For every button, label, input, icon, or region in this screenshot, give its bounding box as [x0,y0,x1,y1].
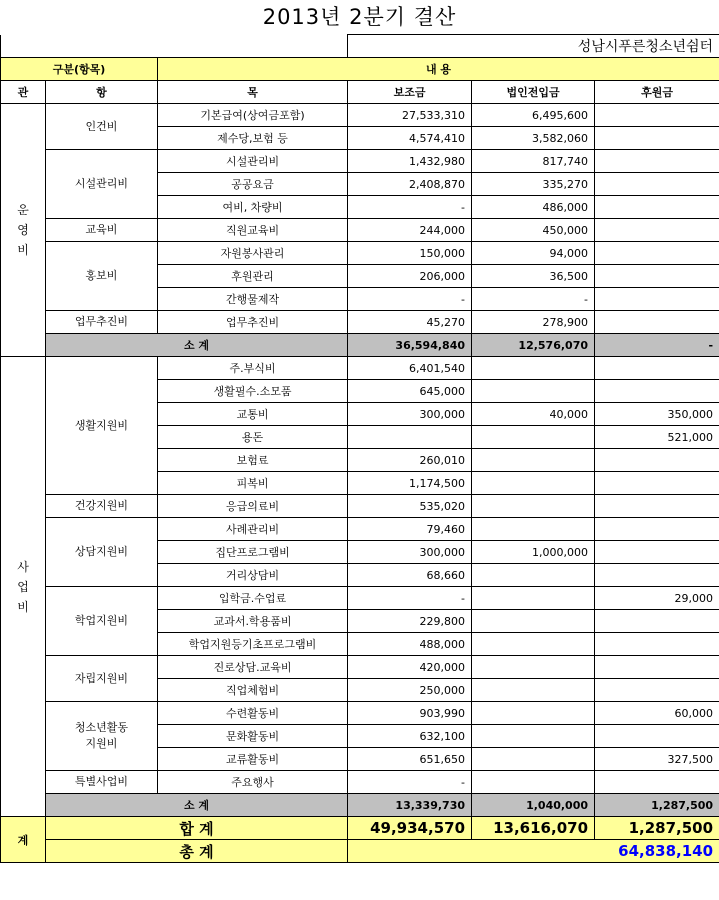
donation-cell [595,541,719,564]
mok-cell: 용돈 [158,426,348,449]
mok-cell: 주요행사 [158,771,348,794]
corporate-cell: 40,000 [472,403,595,426]
donation-cell [595,725,719,748]
subsidy-cell: 300,000 [348,403,472,426]
hang-cell: 인건비 [46,104,158,150]
corporate-cell: 817,740 [472,150,595,173]
donation-cell: 327,500 [595,748,719,771]
header-content: 내 용 [158,58,719,81]
subsidy-cell: 1,432,980 [348,150,472,173]
organization-row [1,35,719,58]
mok-cell: 기본급여(상여금포함) [158,104,348,127]
subsidy-cell: 420,000 [348,656,472,679]
mok-cell: 입학금.수업료 [158,587,348,610]
table-row [1,219,719,242]
donation-cell [595,357,719,380]
subsidy-cell: - [348,587,472,610]
subtotal-label: 소 계 [46,794,348,817]
donation-cell: 29,000 [595,587,719,610]
donation-cell: 60,000 [595,702,719,725]
mok-cell: 여비, 차량비 [158,196,348,219]
donation-cell [595,242,719,265]
header-hang: 항 [46,81,158,104]
table-row [1,656,719,679]
mok-cell: 직원교육비 [158,219,348,242]
corporate-cell [472,725,595,748]
subsidy-cell: 260,010 [348,449,472,472]
subsidy-cell: 45,270 [348,311,472,334]
mok-cell: 거리상담비 [158,564,348,587]
sum-subsidy: 49,934,570 [348,817,472,840]
subsidy-cell: 488,000 [348,633,472,656]
corporate-cell [472,771,595,794]
mok-cell: 피복비 [158,472,348,495]
settlement-table [0,34,719,863]
mok-cell: 보험료 [158,449,348,472]
donation-cell [595,495,719,518]
corporate-cell: 335,270 [472,173,595,196]
mok-cell: 직업체험비 [158,679,348,702]
corporate-cell: 486,000 [472,196,595,219]
corporate-cell [472,426,595,449]
subtotal-label: 소 계 [46,334,348,357]
corporate-cell: 278,900 [472,311,595,334]
subsidy-cell: 79,460 [348,518,472,541]
donation-cell: 350,000 [595,403,719,426]
hang-cell: 청소년활동 지원비 [46,702,158,771]
table-row [1,242,719,265]
subsidy-cell: 903,990 [348,702,472,725]
table-row [1,771,719,794]
corporate-cell [472,587,595,610]
mok-cell: 시설관리비 [158,150,348,173]
subtotal-donation: 1,287,500 [595,794,719,817]
donation-cell [595,656,719,679]
corporate-cell [472,633,595,656]
mok-cell: 제수당,보험 등 [158,127,348,150]
hang-cell: 홍보비 [46,242,158,311]
header-category: 구분(항목) [1,58,158,81]
donation-cell [595,380,719,403]
header-corporate: 법인전입금 [472,81,595,104]
sum-donation: 1,287,500 [595,817,719,840]
subsidy-cell: - [348,288,472,311]
mok-cell: 사례관리비 [158,518,348,541]
donation-cell [595,771,719,794]
header-row-2 [1,81,719,104]
corporate-cell [472,472,595,495]
subsidy-cell: 250,000 [348,679,472,702]
grand-total-label: 총 계 [46,840,348,863]
subtotal-donation: - [595,334,719,357]
subsidy-cell: 68,660 [348,564,472,587]
mok-cell: 생활필수.소모품 [158,380,348,403]
hang-cell: 자립지원비 [46,656,158,702]
mok-cell: 주.부식비 [158,357,348,380]
corporate-cell [472,518,595,541]
table-row [1,150,719,173]
hang-cell: 생활지원비 [46,357,158,495]
donation-cell [595,564,719,587]
subsidy-cell: 1,174,500 [348,472,472,495]
subtotal-corporate: 12,576,070 [472,334,595,357]
donation-cell [595,449,719,472]
subsidy-cell: 229,800 [348,610,472,633]
subtotal-row [1,794,719,817]
total-gwan: 계 [1,817,46,863]
donation-cell [595,679,719,702]
subtotal-corporate: 1,040,000 [472,794,595,817]
corporate-cell [472,495,595,518]
corporate-cell: 450,000 [472,219,595,242]
donation-cell [595,150,719,173]
corporate-cell [472,656,595,679]
organization-name: 성남시푸른청소년쉼터 [348,35,719,58]
donation-cell [595,288,719,311]
subsidy-cell [348,426,472,449]
table-row [1,311,719,334]
subsidy-cell: - [348,771,472,794]
table-row [1,518,719,541]
donation-cell [595,265,719,288]
corporate-cell [472,380,595,403]
subsidy-cell: - [348,196,472,219]
mok-cell: 수련활동비 [158,702,348,725]
mok-cell: 교류활동비 [158,748,348,771]
mok-cell: 간행물제작 [158,288,348,311]
sum-label: 합 계 [46,817,348,840]
mok-cell: 자원봉사관리 [158,242,348,265]
grand-total-row [1,840,719,863]
subsidy-cell: 535,020 [348,495,472,518]
donation-cell [595,196,719,219]
sum-corporate: 13,616,070 [472,817,595,840]
donation-cell [595,472,719,495]
corporate-cell: 6,495,600 [472,104,595,127]
gwan-label: 사 업 비 [17,559,29,614]
sum-row [1,817,719,840]
subsidy-cell: 6,401,540 [348,357,472,380]
mok-cell: 교과서.학용품비 [158,610,348,633]
gwan-label: 운 영 비 [17,203,29,257]
report-title: 2013년 2분기 결산 [262,5,457,29]
donation-cell: 521,000 [595,426,719,449]
donation-cell [595,219,719,242]
hang-cell: 상담지원비 [46,518,158,587]
table-row [1,357,719,380]
mok-cell: 집단프로그램비 [158,541,348,564]
corporate-cell [472,449,595,472]
subsidy-cell: 2,408,870 [348,173,472,196]
subtotal-subsidy: 13,339,730 [348,794,472,817]
header-subsidy: 보조금 [348,81,472,104]
mok-cell: 응급의료비 [158,495,348,518]
donation-cell [595,104,719,127]
corporate-cell [472,357,595,380]
subsidy-cell: 651,650 [348,748,472,771]
subtotal-row [1,334,719,357]
corporate-cell: 36,500 [472,265,595,288]
subtotal-subsidy: 36,594,840 [348,334,472,357]
mok-cell: 공공요금 [158,173,348,196]
corporate-cell: 3,582,060 [472,127,595,150]
hang-cell: 특별사업비 [46,771,158,794]
hang-cell: 교육비 [46,219,158,242]
subsidy-cell: 645,000 [348,380,472,403]
header-mok: 목 [158,81,348,104]
corporate-cell [472,748,595,771]
donation-cell [595,311,719,334]
donation-cell [595,127,719,150]
gwan-cell [1,357,46,817]
subsidy-cell: 4,574,410 [348,127,472,150]
table-row [1,495,719,518]
mok-cell: 업무추진비 [158,311,348,334]
corporate-cell: - [472,288,595,311]
hang-cell: 학업지원비 [46,587,158,656]
corporate-cell [472,610,595,633]
donation-cell [595,633,719,656]
mok-cell: 진로상담.교육비 [158,656,348,679]
header-donation: 후원금 [595,81,719,104]
donation-cell [595,518,719,541]
table-row [1,702,719,725]
hang-cell: 시설관리비 [46,150,158,219]
corporate-cell: 1,000,000 [472,541,595,564]
header-gwan: 관 [1,81,46,104]
hang-cell: 건강지원비 [46,495,158,518]
table-row [1,104,719,127]
corporate-cell [472,679,595,702]
subsidy-cell: 244,000 [348,219,472,242]
subsidy-cell: 150,000 [348,242,472,265]
mok-cell: 교통비 [158,403,348,426]
mok-cell: 학업지원등기초프로그램비 [158,633,348,656]
corporate-cell [472,702,595,725]
donation-cell [595,173,719,196]
corporate-cell [472,564,595,587]
mok-cell: 문화활동비 [158,725,348,748]
grand-total-value: 64,838,140 [348,840,719,863]
gwan-cell [1,104,46,357]
subsidy-cell: 632,100 [348,725,472,748]
table-row [1,587,719,610]
header-row-1 [1,58,719,81]
hang-cell: 업무추진비 [46,311,158,334]
subsidy-cell: 206,000 [348,265,472,288]
corporate-cell: 94,000 [472,242,595,265]
subsidy-cell: 27,533,310 [348,104,472,127]
subsidy-cell: 300,000 [348,541,472,564]
donation-cell [595,610,719,633]
mok-cell: 후원관리 [158,265,348,288]
